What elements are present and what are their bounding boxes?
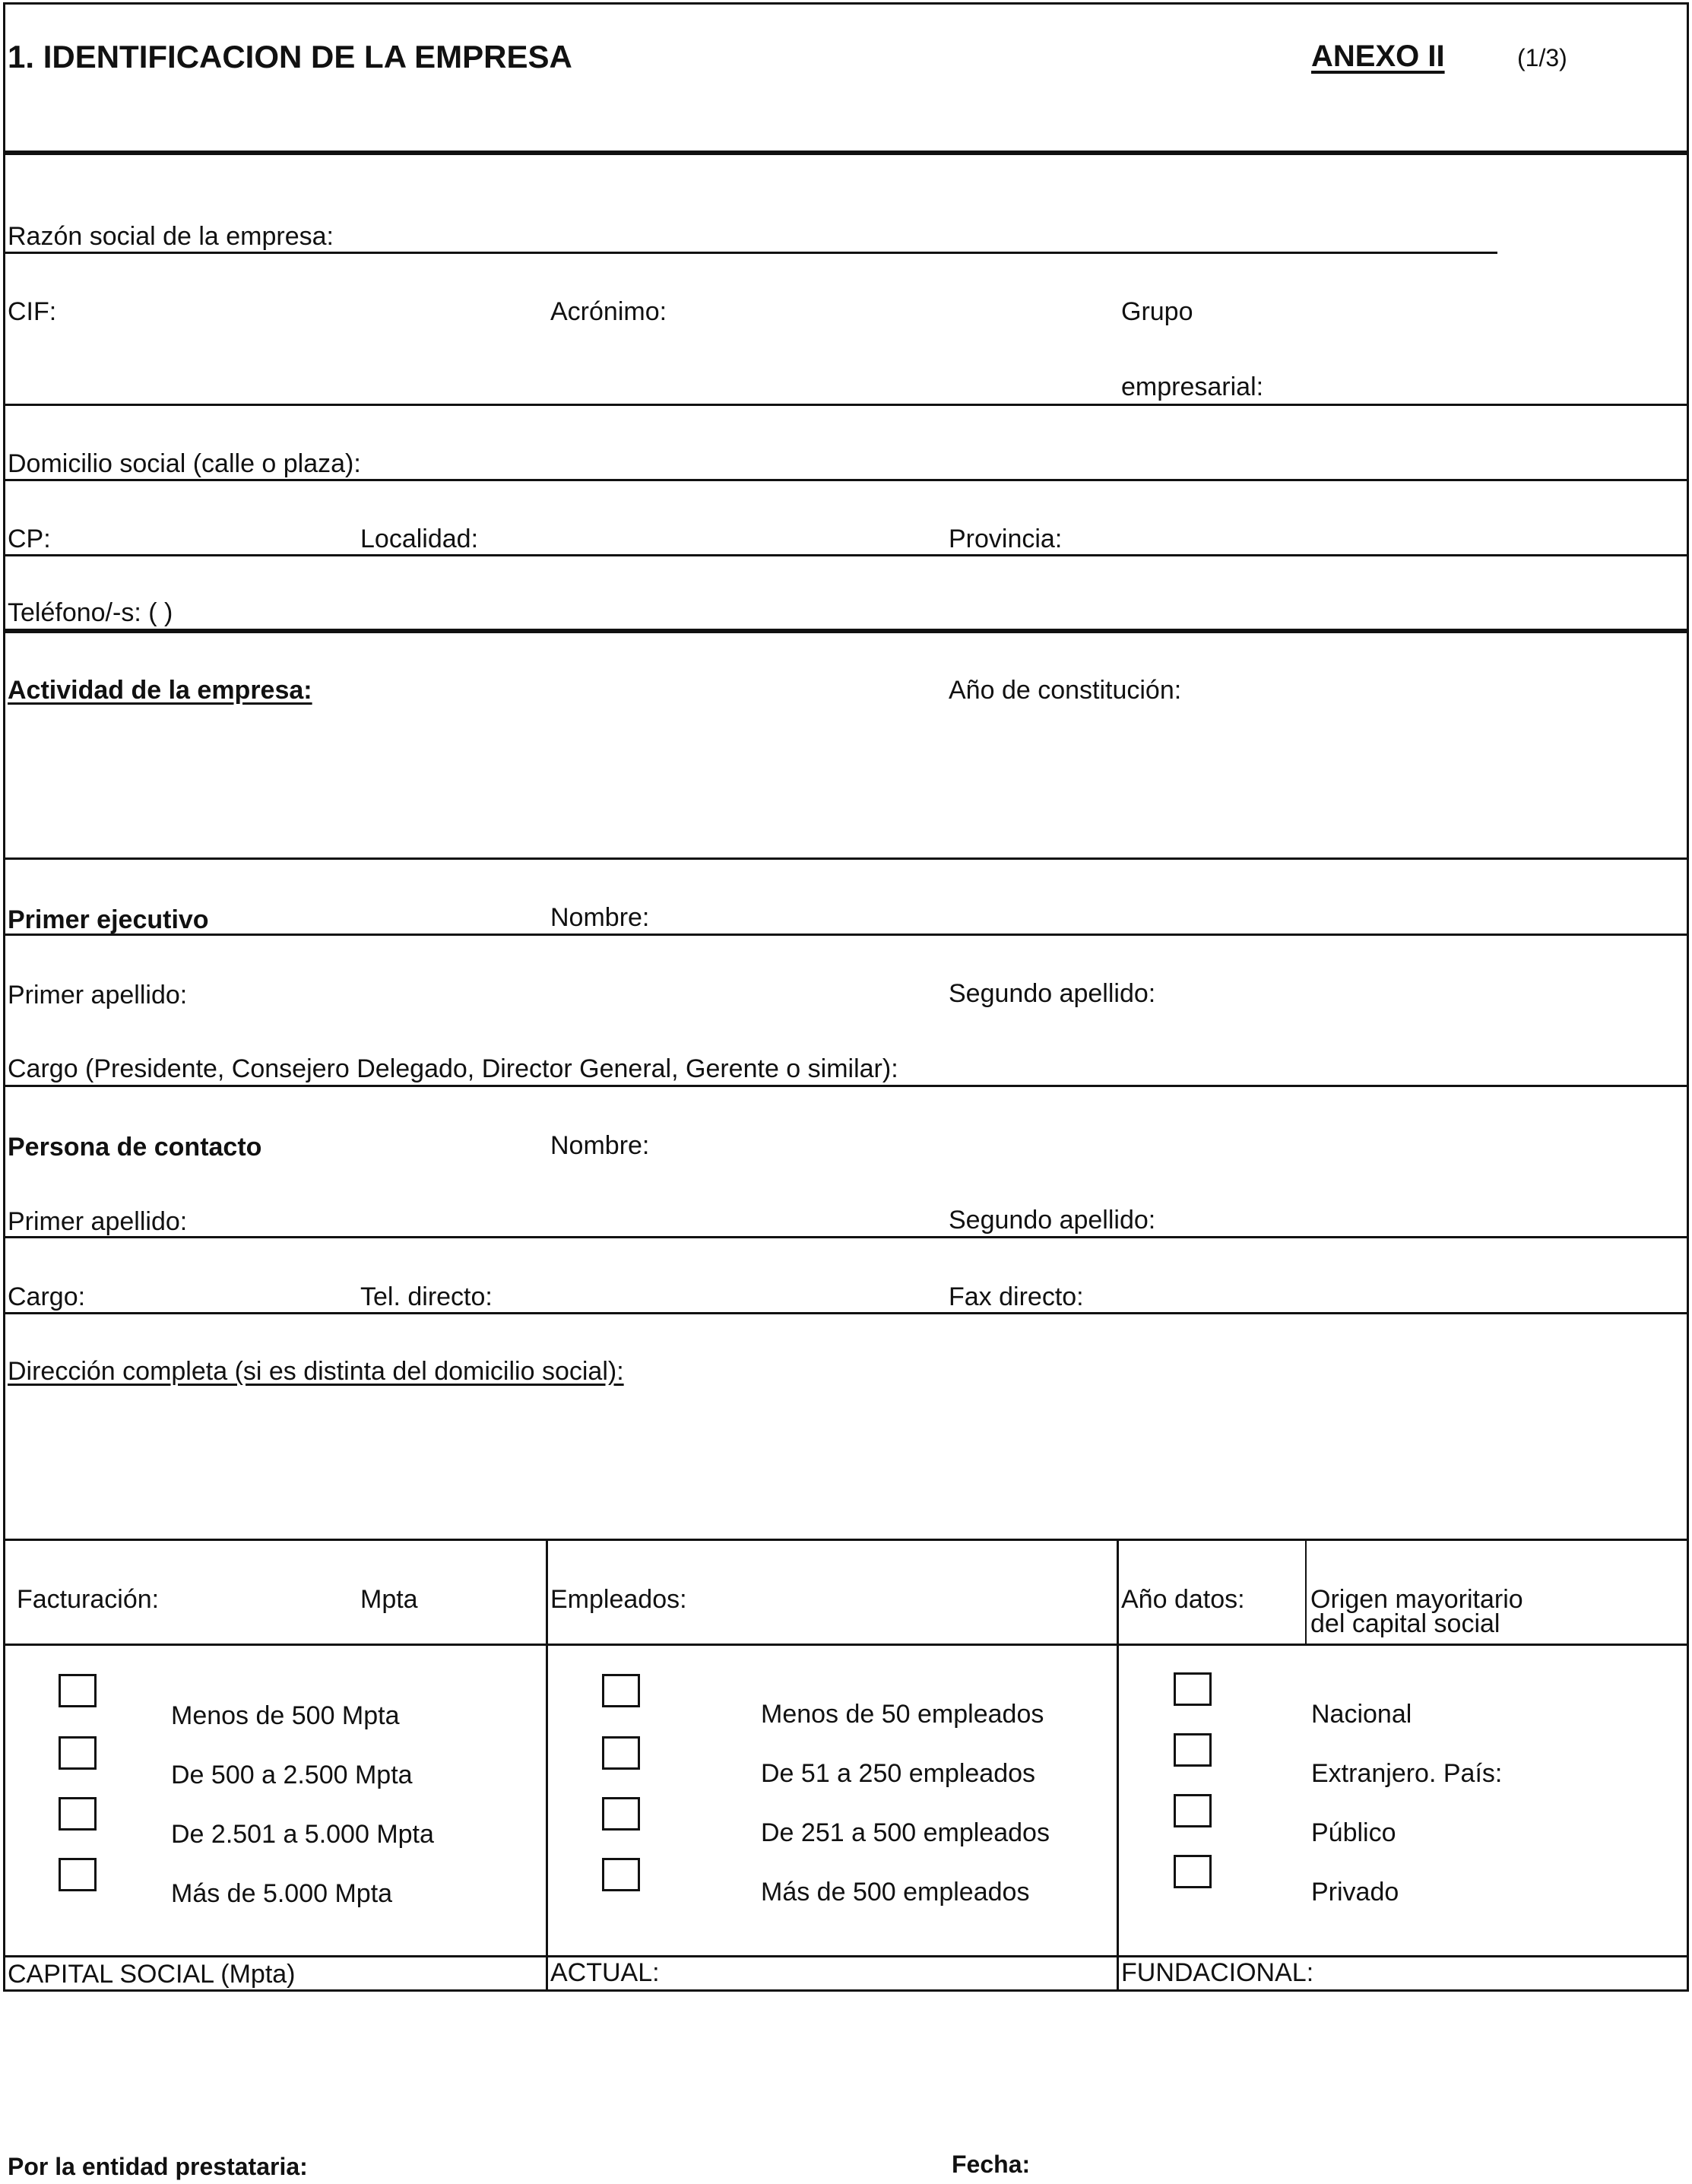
row-rule: [3, 857, 1689, 860]
empleados-checkbox-1[interactable]: [602, 1674, 640, 1707]
origen-option-label: Privado: [1311, 1878, 1399, 1907]
origen-checkbox-4[interactable]: [1174, 1855, 1212, 1888]
fecha-label: Fecha:: [952, 2151, 1031, 2178]
facturacion-option-label: De 500 a 2.500 Mpta: [171, 1761, 413, 1789]
frame-top-border: [3, 2, 1689, 5]
ejecutivo-nombre-label: Nombre:: [550, 903, 650, 932]
facturacion-checkbox-1[interactable]: [59, 1674, 97, 1707]
primer-ejecutivo-heading: Primer ejecutivo: [8, 905, 209, 934]
row-rule: [3, 554, 1689, 556]
capital-social-label: CAPITAL SOCIAL (Mpta): [8, 1960, 296, 1989]
ano-datos-label: Año datos:: [1121, 1585, 1245, 1614]
facturacion-checkbox-4[interactable]: [59, 1858, 97, 1891]
form-left-border: [3, 152, 5, 1992]
form-right-border: [1687, 152, 1689, 1992]
facturacion-checkbox-2[interactable]: [59, 1736, 97, 1770]
acronimo-label: Acrónimo:: [550, 297, 667, 326]
header-left-border: [3, 2, 5, 151]
origen-option-label: Nacional: [1311, 1700, 1412, 1729]
facturacion-option-label: De 2.501 a 5.000 Mpta: [171, 1820, 434, 1849]
mpta-label: Mpta: [360, 1585, 418, 1614]
empleados-option-label: Menos de 50 empleados: [761, 1700, 1044, 1729]
ejecutivo-segundo-apellido-label: Segundo apellido:: [949, 979, 1156, 1008]
direccion-completa-label: Dirección completa (si es distinta del domicilio social):: [8, 1357, 624, 1386]
facturacion-label: Facturación:: [17, 1585, 160, 1614]
anexo-label: ANEXO II: [1311, 40, 1445, 73]
header-right-border: [1687, 2, 1689, 151]
grid-top-rule: [3, 1539, 1689, 1541]
grupo-label-line2: empresarial:: [1121, 372, 1264, 401]
ano-constitucion-label: Año de constitución:: [949, 676, 1182, 705]
grid-divider: [1305, 1540, 1307, 1644]
row-rule: [3, 479, 1689, 481]
origen-checkbox-1[interactable]: [1174, 1672, 1212, 1706]
origen-option-label: Extranjero. País:: [1311, 1759, 1503, 1788]
empleados-checkbox-2[interactable]: [602, 1736, 640, 1770]
grupo-label-line1: Grupo: [1121, 297, 1193, 326]
entidad-prestataria-label: Por la entidad prestataria:: [8, 2153, 308, 2180]
grid-bottom-rule: [3, 1989, 1689, 1992]
contacto-fax-directo-label: Fax directo:: [949, 1282, 1084, 1311]
facturacion-option-label: Más de 5.000 Mpta: [171, 1879, 393, 1908]
contacto-primer-apellido-label: Primer apellido:: [8, 1207, 188, 1236]
facturacion-checkbox-3[interactable]: [59, 1797, 97, 1831]
razon-social-rule: [3, 252, 1497, 254]
ejecutivo-primer-apellido-label: Primer apellido:: [8, 981, 188, 1010]
empleados-option-label: De 51 a 250 empleados: [761, 1759, 1036, 1788]
razon-social-label: Razón social de la empresa:: [8, 222, 334, 251]
origen-capital-label: Origen mayoritario del capital social: [1310, 1585, 1523, 1639]
contacto-cargo-label: Cargo:: [8, 1282, 86, 1311]
row-rule: [3, 404, 1689, 406]
actividad-label: Actividad de la empresa:: [8, 676, 312, 705]
provincia-label: Provincia:: [949, 525, 1063, 553]
origen-checkbox-2[interactable]: [1174, 1733, 1212, 1767]
empleados-option-label: Más de 500 empleados: [761, 1878, 1030, 1907]
row-rule: [3, 1085, 1689, 1087]
page-indicator: (1/3): [1517, 44, 1567, 71]
cp-label: CP:: [8, 525, 51, 553]
grid-header-rule: [3, 1644, 1689, 1646]
row-rule: [3, 1236, 1689, 1238]
origen-option-label: Público: [1311, 1818, 1396, 1847]
row-rule: [3, 934, 1689, 936]
row-rule: [3, 1312, 1689, 1314]
header-bottom-rule: [3, 151, 1689, 155]
cif-label: CIF:: [8, 297, 57, 326]
facturacion-option-label: Menos de 500 Mpta: [171, 1701, 400, 1730]
contacto-tel-directo-label: Tel. directo:: [360, 1282, 493, 1311]
section-rule: [3, 629, 1689, 633]
persona-contacto-heading: Persona de contacto: [8, 1133, 262, 1162]
grid-divider: [546, 1540, 548, 1990]
empleados-option-label: De 251 a 500 empleados: [761, 1818, 1050, 1847]
origen-checkbox-3[interactable]: [1174, 1794, 1212, 1827]
contacto-segundo-apellido-label: Segundo apellido:: [949, 1206, 1156, 1235]
telefono-label: Teléfono/-s: ( ): [8, 598, 173, 627]
grid-options-rule: [3, 1955, 1689, 1957]
capital-fundacional-label: FUNDACIONAL:: [1121, 1958, 1314, 1987]
page-title: 1. IDENTIFICACION DE LA EMPRESA: [8, 39, 572, 74]
ejecutivo-cargo-label: Cargo (Presidente, Consejero Delegado, Director General, Gerente o similar):: [8, 1054, 898, 1083]
domicilio-label: Domicilio social (calle o plaza):: [8, 449, 361, 478]
empleados-checkbox-4[interactable]: [602, 1858, 640, 1891]
capital-actual-label: ACTUAL:: [550, 1958, 660, 1987]
empleados-checkbox-3[interactable]: [602, 1797, 640, 1831]
grid-divider: [1117, 1540, 1119, 1990]
contacto-nombre-label: Nombre:: [550, 1131, 650, 1160]
empleados-label: Empleados:: [550, 1585, 687, 1614]
localidad-label: Localidad:: [360, 525, 479, 553]
